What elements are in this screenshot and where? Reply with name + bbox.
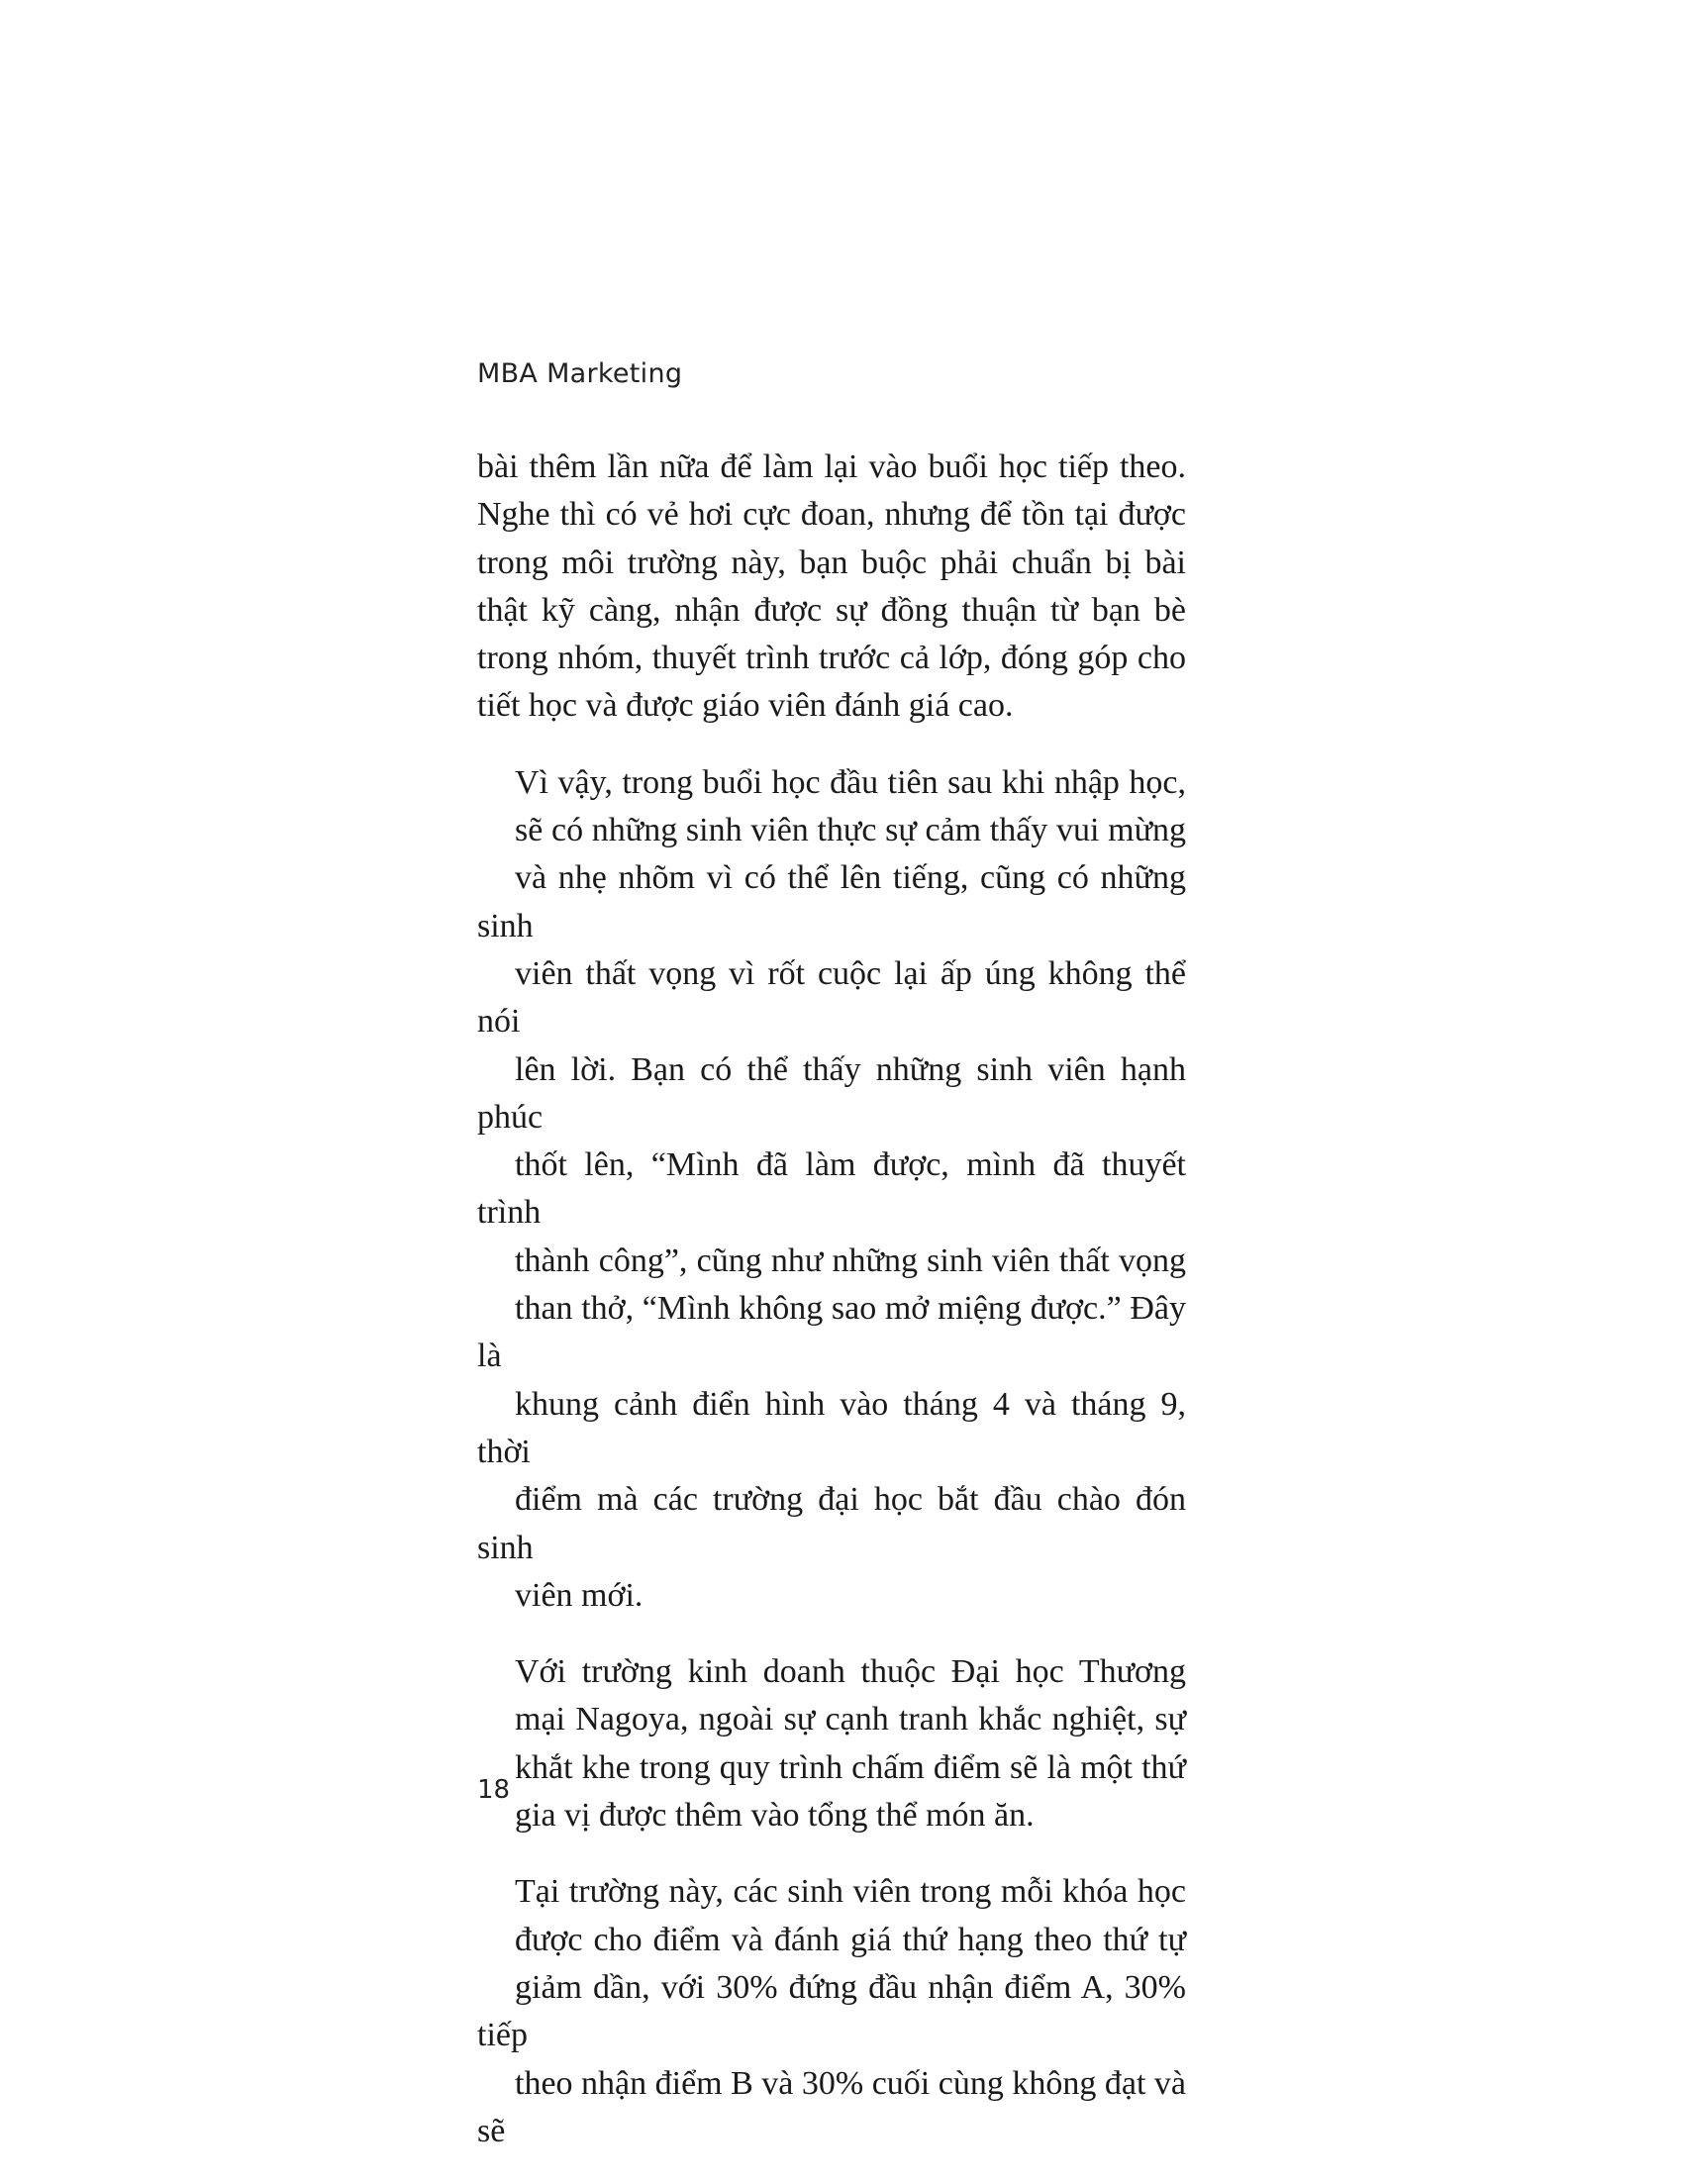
text-line: được cho điểm và đánh giá thứ hạng theo thứ tự [515,1921,1186,1958]
paragraph-3 [477,1648,1186,1839]
text-line: Tại trường này, các sinh viên trong mỗi khóa học [515,1873,1186,1911]
text-line: viên mới. [515,1576,644,1614]
text-line: lên lời. Bạn có thể thấy những sinh viên hạnh phúc [477,1050,1186,1136]
text-line: giảm dần, với 30% đứng đầu nhận điểm A, 30% tiếp [477,1968,1186,2054]
paragraph-2 [477,759,1186,1620]
text-line: Nghe thì có vẻ hơi cực đoan, nhưng để tồn tại được [477,496,1186,534]
text-line: than thở, “Mình không sao mở miệng được.” Đây là [477,1290,1186,1375]
text-line: tiết học và được giáo viên đánh giá cao. [477,687,1014,725]
text-line: thật kỹ càng, nhận được sự đồng thuận từ bạn bè [477,591,1186,629]
text-line: khung cảnh điển hình vào tháng 4 và tháng 9, thời [477,1385,1186,1470]
text-line: Vì vậy, trong buổi học đầu tiên sau khi nhập học, [515,763,1186,801]
text-line: khắt khe trong quy trình chấm điểm sẽ là một thứ [515,1748,1186,1786]
page-number: 18 [477,1775,511,1805]
text-line: Với trường kinh doanh thuộc Đại học Thương [515,1653,1186,1691]
text-line: và nhẹ nhõm vì có thể lên tiếng, cũng có những sinh [477,859,1186,944]
text-line: trong nhóm, thuyết trình trước cả lớp, đóng góp cho [477,640,1186,677]
body-text [477,444,1186,2184]
text-line: trong môi trường này, bạn buộc phải chuẩn bị bài [477,544,1186,581]
text-line: điểm mà các trường đại học bắt đầu chào đón sinh [477,1481,1186,1566]
text-line: viên thất vọng vì rốt cuộc lại ấp úng không thể nói [477,954,1186,1041]
paragraph-1 [477,444,1186,731]
text-line: thành công”, cũng như những sinh viên thất vọng [515,1241,1186,1279]
text-line: theo nhận điểm B và 30% cuối cùng không đạt và sẽ [477,2064,1186,2149]
running-header: MBA Marketing [477,358,683,389]
text-line: thốt lên, “Mình đã làm được, mình đã thuyết trình [477,1146,1186,1232]
paragraph-4 [477,1868,1186,2155]
text-line: gia vị được thêm vào tổng thể món ăn. [515,1797,1035,1835]
text-line: sẽ có những sinh viên thực sự cảm thấy vui mừng [515,812,1186,849]
text-line: mại Nagoya, ngoài sự cạnh tranh khắc nghiệt, sự [515,1701,1186,1738]
text-line: bài thêm lần nữa để làm lại vào buổi học tiếp theo. [477,448,1186,485]
